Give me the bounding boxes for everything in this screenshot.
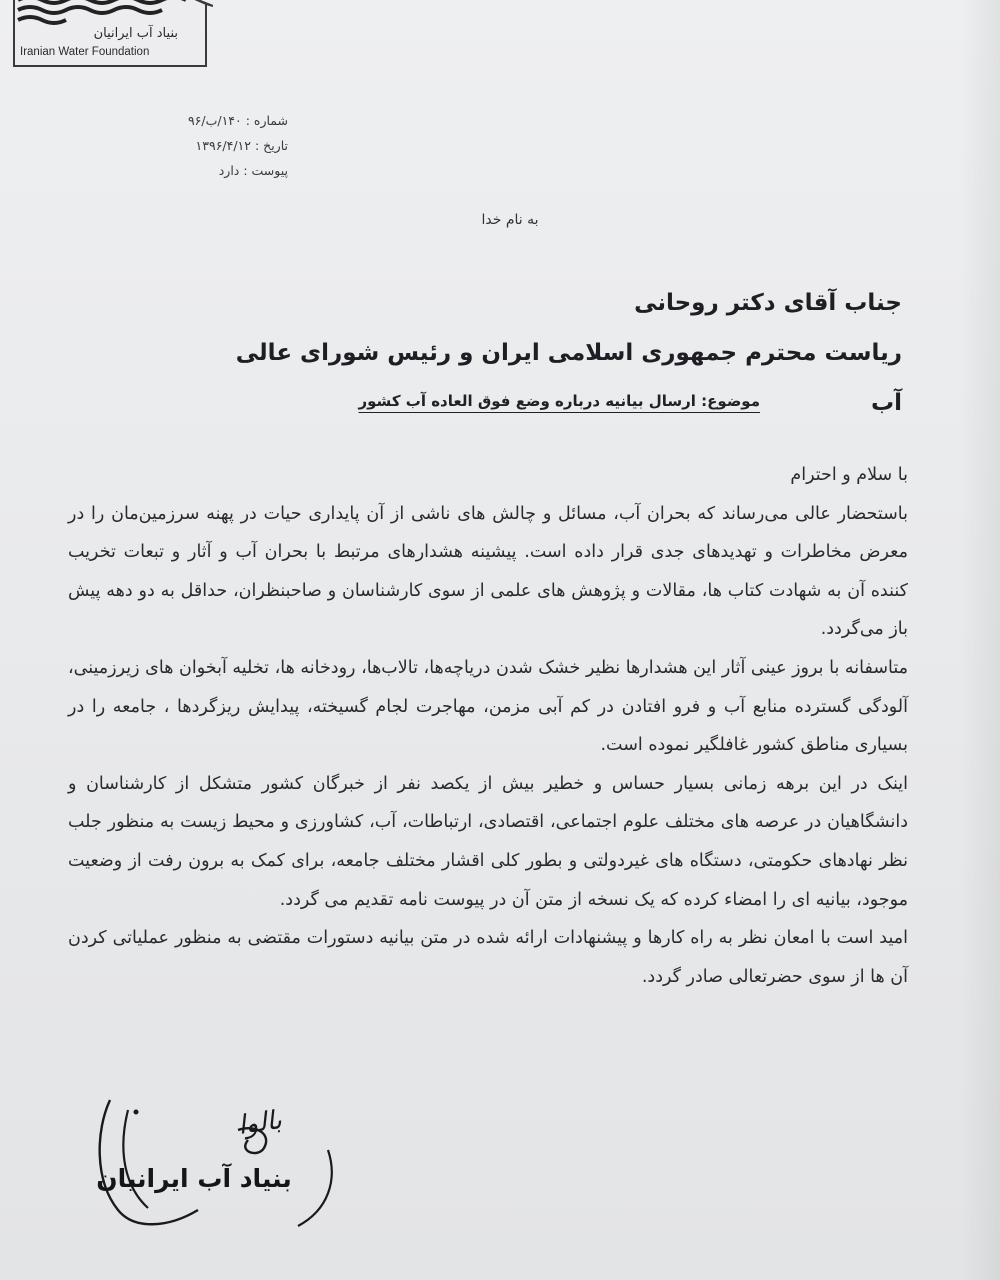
body-paragraph: متاسفانه با بروز عینی آثار این هشدارها نظیر خشک شدن دریاچه‌ها، تالاب‌ها، رودخانه ها، تخلیه آبخوان های زیرزمینی، آلودگی گسترده منابع آب و فرو افتادن در کم آبی مزمن، مهاجرت لجام گسیخته، پیدایش ریزگردها ، جامعه را در بسیاری مناطق کشور غافلگیر نموده است.	[68, 657, 908, 756]
letter-date: تاریخ : ۱۳۹۶/۴/۱۲	[195, 138, 288, 153]
body-paragraph: امید است با امعان نظر به راه کارها و پیشنهادات ارائه شده در متن بیانیه دستورات مقتضی به منظور عملیاتی کردن آن ها از سوی حضرتعالی صادر گردد.	[68, 928, 908, 987]
letter-attachment: پیوست : دارد	[218, 163, 288, 178]
addressee-title: ریاست محترم جمهوری اسلامی ایران و رئیس شورای عالی آب	[235, 340, 902, 416]
letter-subject: موضوع: ارسال بیانیه درباره وضع فوق العاده آب کشور	[358, 392, 760, 410]
logo-text-fa: بنیاد آب ایرانیان	[93, 26, 178, 41]
letter-number: شماره : ۱۴۰/ب/۹۶	[187, 113, 288, 128]
addressee-name: جناب آقای دکتر روحانی	[634, 290, 902, 316]
letter-body	[68, 456, 908, 996]
greeting: با سلام و احترام	[790, 465, 908, 485]
signature-block	[88, 1090, 348, 1240]
signature-organization: بنیاد آب ایرانیان	[96, 1164, 292, 1193]
body-paragraph: باستحضار عالی می‌رساند که بحران آب، مسائل و چالش های ناشی از آن پایداری حیات در پهنه سرزمین‌مان را در معرض مخاطرات و تهدیدهای جدی قرار داده است. پیشینه هشدارهای مرتبط با بحران آب و آثار و تبعات تخریب کننده آن به شهادت کتاب ها، مقالات و پژوهش های علمی از سوی کارشناسان و صاحبنظران، حداقل به دو دهه پیش باز می‌گردد.	[68, 503, 908, 640]
bismillah-heading: به نام خدا	[481, 212, 539, 228]
body-paragraph: اینک در این برهه زمانی بسیار حساس و خطیر بیش از یکصد نفر از خبرگان کشور متشکل از کارشناسان و دانشگاهیان در عرصه های مختلف علوم اجتماعی، اقتصادی، ارتباطات، آب، کشاورزی و محیط زیست به منظور جلب نظر نهادهای حکومتی، دستگاه های غیردولتی و بطور کلی اقشار مختلف جامعه، برای کمک به برون رفت از وضعیت موجود، بیانیه ای را امضاء کرده که یک نسخه از متن آن در پیوست نامه تقدیم می گردد.	[68, 773, 908, 910]
foundation-logo	[8, 0, 213, 68]
letter-metadata	[118, 108, 288, 183]
handwritten-note: بالوا	[236, 1105, 284, 1141]
logo-text-en: Iranian Water Foundation	[20, 46, 150, 58]
